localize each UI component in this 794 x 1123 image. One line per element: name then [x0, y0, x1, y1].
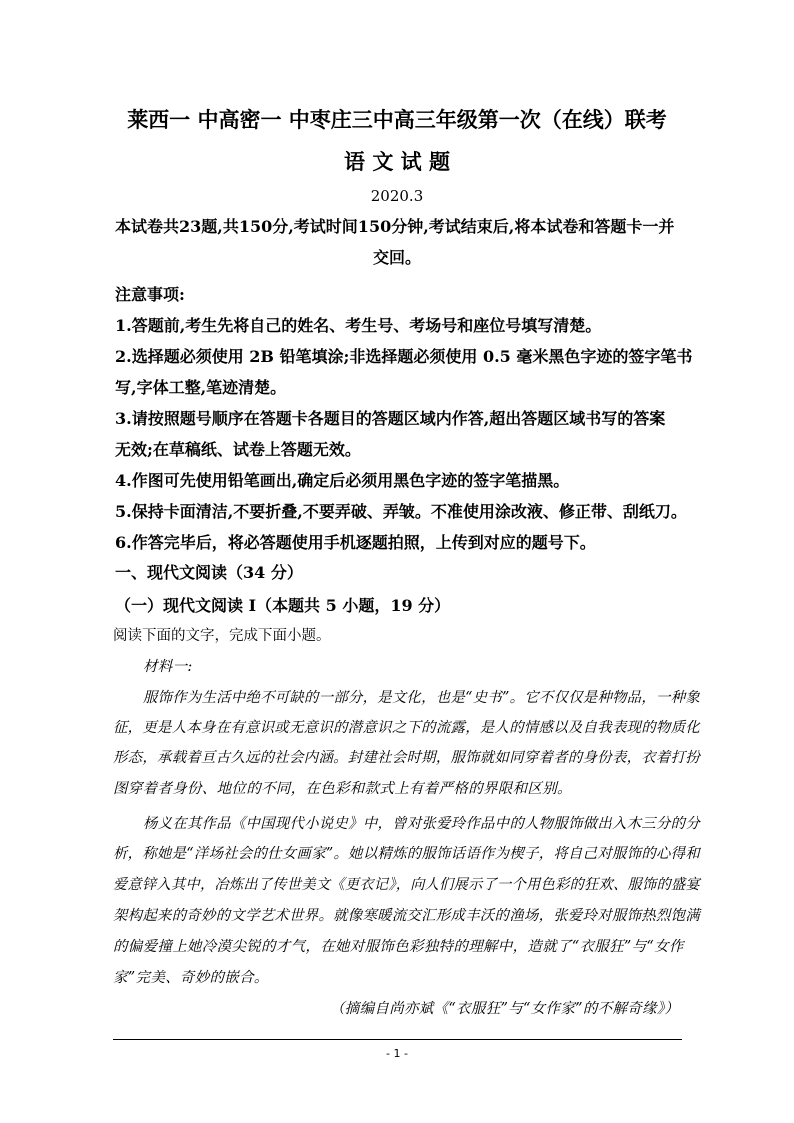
intro-line-1: 本试卷共23题,共150分,考试时间150分钟,考试结束后,将本试卷和答题卡一并 — [115, 217, 675, 236]
section-subheading: （一）现代文阅读 I（本题共 5 小题，19 分） — [115, 596, 451, 615]
exam-date: 2020.3 — [370, 187, 424, 205]
passage-citation: （摘编自尚亦斌《“衣服狂”与“女作家”的不解奇缘》） — [330, 1001, 680, 1017]
passage-line: 爱意锌入其中，冶炼出了传世美文《更衣记》，向人们展示了一个用色彩的狂欢、服饰的盛宴 — [113, 877, 700, 893]
exam-title: 莱西一 中高密一 中枣庄三中高三年级第一次（在线）联考 — [127, 107, 667, 132]
intro-line-2: 交回。 — [372, 248, 421, 267]
passage-line: 形态，承载着亘古久远的社会内涵。封建社会时期，服饰就如同穿着者的身份表，衣着打扮 — [113, 750, 700, 766]
note-line: 3.请按照题号顺序在答题卡各题目的答题区域内作答,超出答题区域书写的答案 — [115, 409, 666, 428]
note-line: 5.保持卡面清洁,不要折叠,不要弄破、弄皱。不准使用涂改液、修正带、刮纸刀。 — [115, 502, 687, 521]
passage-line: 架构起来的奇妙的文学艺术世界。就像寒暖流交汇形成丰沃的渔场，张爱玲对服饰热烈饱满 — [113, 908, 700, 924]
passage-line: 服饰作为生活中绝不可缺的一部分，是文化，也是“史书”。它不仅仅是种物品，一种象 — [143, 690, 700, 706]
passage-line: 家”完美、奇妙的嵌合。 — [113, 970, 269, 986]
note-line: 写,字体工整,笔迹清楚。 — [115, 378, 287, 397]
passage-line: 图穿着者身份、地位的不同，在色彩和款式上有着严格的界限和区别。 — [113, 781, 572, 797]
passage-line: 征，更是人本身在有意识或无意识的潜意识之下的流露，是人的情感以及自我表现的物质化 — [113, 720, 700, 736]
note-line: 2.选择题必须使用 2B 铅笔填涂;非选择题必须使用 0.5 毫米黑色字迹的签字笔书 — [115, 347, 693, 366]
note-line: 6.作答完毕后，将必答题使用手机逐题拍照，上传到对应的题号下。 — [115, 533, 596, 552]
notes-heading: 注意事项: — [115, 285, 185, 304]
section-instruction: 阅读下面的文字，完成下面小题。 — [113, 628, 331, 644]
footer-divider — [113, 1039, 682, 1040]
page-number: - 1 - — [386, 1047, 408, 1060]
material-label: 材料一: — [143, 659, 193, 675]
note-line: 1.答题前,考生先将自己的姓名、考生号、考场号和座位号填写清楚。 — [115, 316, 602, 335]
note-line: 4.作图可先使用铅笔画出,确定后必须用黑色字迹的签字笔描黑。 — [115, 471, 570, 490]
passage-line: 析，称她是“洋场社会的仕女画家”。她以精炼的服饰话语作为楔子，将自己对服饰的心得和 — [113, 846, 700, 862]
note-line: 无效;在草稿纸、试卷上答题无效。 — [115, 440, 361, 459]
exam-subtitle: 语 文 试 题 — [344, 149, 450, 174]
section-heading: 一、现代文阅读（34 分） — [115, 563, 303, 582]
passage-line: 的偏爱撞上她冷漠尖锐的才气，在她对服饰色彩独特的理解中，造就了“衣服狂”与“女作 — [113, 939, 684, 955]
passage-line: 杨义在其作品《中国现代小说史》中，曾对张爱玲作品中的人物服饰做出入木三分的分 — [143, 816, 700, 832]
